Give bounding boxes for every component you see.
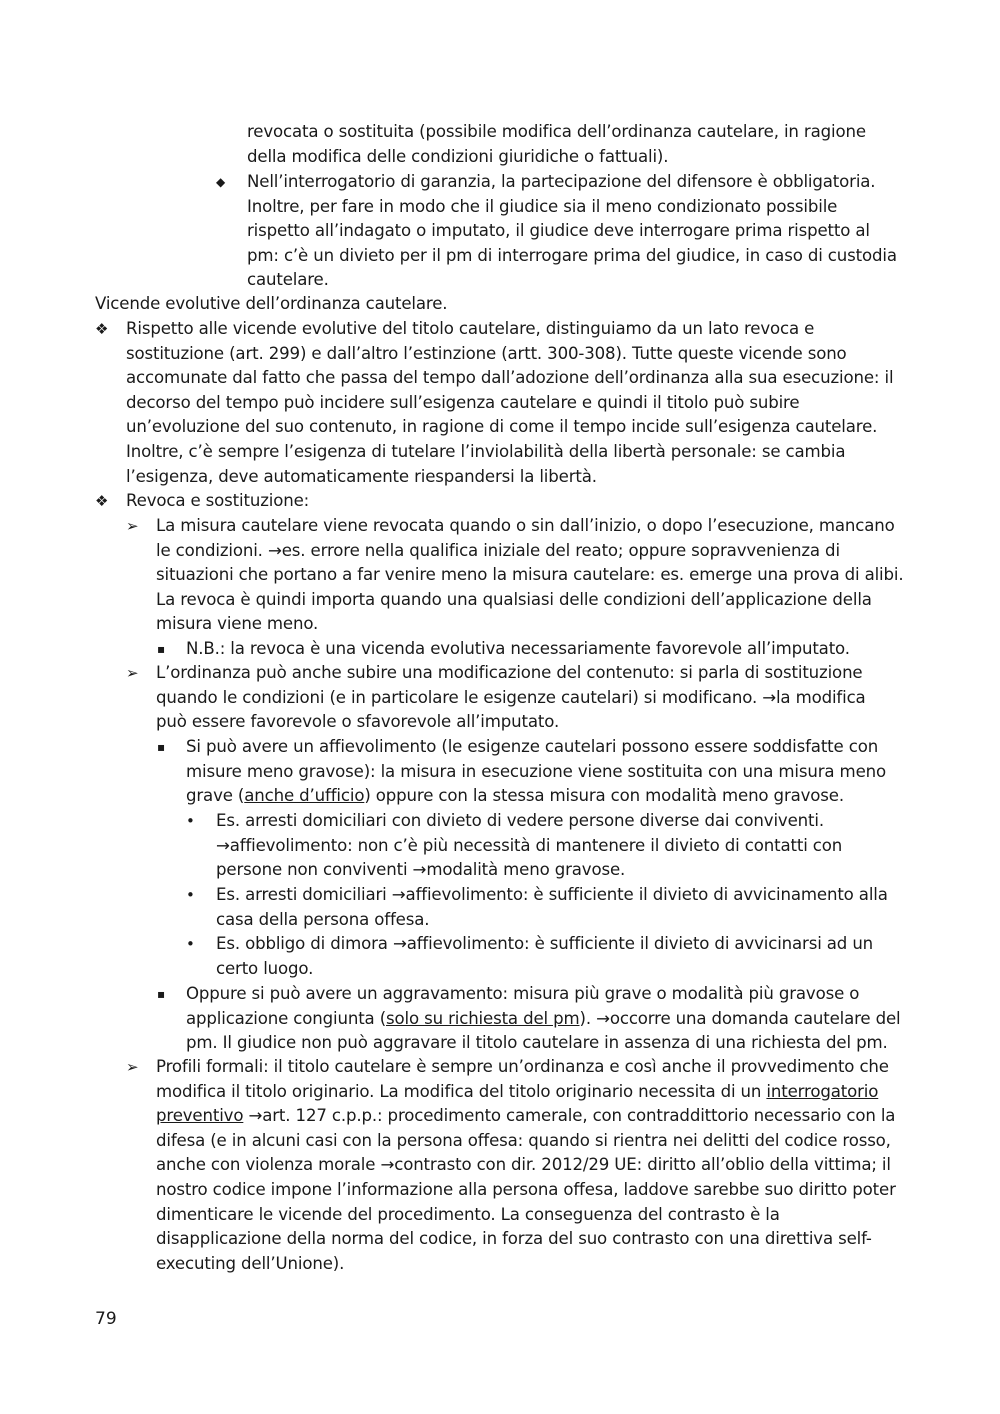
diamond-bullet-icon: ❖ — [95, 320, 109, 338]
text-span: persone non conviventi — [216, 860, 413, 880]
text-span: applicazione congiunta ( — [186, 1008, 387, 1028]
example-2 — [216, 883, 888, 932]
paragraph-line — [156, 1153, 896, 1178]
dot-bullet-icon: • — [186, 886, 195, 904]
text-span: Es. arresti domiciliari — [216, 885, 392, 904]
square-bullet-icon: ▪ — [157, 987, 166, 1001]
text-span: grave ( — [186, 786, 245, 806]
text-span: art. 127 c.p.p.: procedimento camerale, con contraddittorio necessario con la — [262, 1106, 896, 1126]
revoca-heading: Revoca e sostituzione: — [126, 491, 310, 510]
paragraph-line: sostituzione (art. 299) e dall’altro l’estinzione (artt. 300-308). Tutte queste vicende sono — [126, 343, 847, 363]
text-span: ). — [579, 1008, 597, 1028]
paragraph-line: Rispetto alle vicende evolutive del titolo cautelare, distinguiamo da un lato revoca e — [126, 319, 815, 338]
arrow-icon: → — [596, 1008, 610, 1028]
paragraph-line: casa della persona offesa. — [216, 909, 430, 929]
paragraph-line: può essere favorevole o sfavorevole all’imputato. — [156, 712, 560, 732]
paragraph-line — [156, 1080, 896, 1105]
paragraph-line — [216, 834, 842, 859]
paragraph-line: certo luogo. — [216, 958, 314, 978]
text-span: affievolimento: non c’è più necessità di mantenere il divieto di contatti con — [229, 835, 843, 855]
paragraph-line — [216, 932, 873, 957]
arrow-icon: → — [380, 1155, 395, 1175]
revoca-paragraph — [156, 514, 903, 637]
arrow-icon: → — [412, 860, 427, 880]
underlined-text: preventivo — [156, 1106, 244, 1126]
arrow-icon: → — [267, 540, 282, 560]
paragraph-line — [186, 1007, 901, 1032]
paragraph-line: La misura cautelare viene revocata quando o sin dall’inizio, o dopo l’esecuzione, mancano — [156, 516, 895, 535]
interrogatorio-paragraph — [247, 170, 897, 293]
paragraph-line: misure meno gravose): la misura in esecuzione viene sostituita con una misura meno — [186, 761, 886, 781]
paragraph-line: Es. arresti domiciliari con divieto di vedere persone diverse dai conviventi. — [216, 811, 824, 830]
paragraph-line: pm: c’è un divieto per il pm di interrogare prima del giudice, in caso di custodia — [247, 245, 897, 265]
arrow-icon: → — [248, 1106, 263, 1126]
page-number: 79 — [95, 1309, 117, 1329]
text-span: quando le condizioni (e in particolare le esigenze cautelari) si modificano. — [156, 687, 763, 707]
arrow-icon: → — [216, 835, 230, 855]
underlined-text: interrogatorio — [766, 1081, 879, 1101]
text-span: anche con violenza morale — [156, 1155, 381, 1175]
paragraph-line: dimenticare le vicende del procedimento. La conseguenza del contrasto è la — [156, 1204, 780, 1224]
text-span: modalità meno gravose. — [426, 860, 626, 880]
paragraph-line: accomunate dal fatto che passa del tempo dall’adozione dell’ordinanza alla sua esecuzione: il — [126, 368, 894, 388]
continuation-line: revocata o sostituita (possibile modifica dell’ordinanza cautelare, in ragione — [247, 122, 866, 141]
paragraph-line: un’evoluzione del suo contenuto, in ragione di come il tempo incide sull’esigenza cautelare. — [126, 417, 878, 437]
text-span: ) oppure con la stessa misura con modalità meno gravose. — [364, 786, 844, 806]
paragraph-line — [216, 858, 842, 883]
arrow-icon: → — [762, 687, 776, 707]
paragraph-line — [186, 784, 886, 809]
text-span: la modifica — [775, 687, 866, 707]
paragraph-line: Oppure si può avere un aggravamento: misura più grave o modalità più gravose o — [186, 984, 860, 1003]
text-span: modifica il titolo originario. La modifica del titolo originario necessita di un — [156, 1081, 767, 1101]
dot-bullet-icon: • — [186, 812, 195, 830]
arrow-bullet-icon: ➢ — [126, 517, 139, 535]
paragraph-line: executing dell’Unione). — [156, 1253, 345, 1273]
diamond-small-bullet-icon: ◆ — [216, 175, 226, 189]
profili-paragraph — [156, 1055, 896, 1276]
diamond-bullet-icon: ❖ — [95, 492, 109, 510]
paragraph-line: Profili formali: il titolo cautelare è sempre un’ordinanza e così anche il provvedimento che — [156, 1057, 889, 1076]
square-bullet-icon: ▪ — [157, 740, 166, 754]
affievolimento-paragraph — [186, 735, 886, 809]
arrow-bullet-icon: ➢ — [126, 664, 139, 682]
text-span: le condizioni. — [156, 540, 268, 560]
paragraph-line: Inoltre, per fare in modo che il giudice sia il meno condizionato possibile — [247, 196, 838, 216]
paragraph-line — [156, 686, 866, 711]
text-span: contrasto con dir. 2012/29 UE: diritto all’oblio della vittima; il — [394, 1155, 891, 1175]
aggravamento-paragraph — [186, 982, 901, 1056]
text-span: Es. obbligo di dimora — [216, 934, 393, 953]
square-bullet-icon: ▪ — [157, 642, 166, 656]
paragraph-line: misura viene meno. — [156, 614, 319, 634]
nb-note: N.B.: la revoca è una vicenda evolutiva necessariamente favorevole all’imputato. — [186, 639, 850, 658]
sostituzione-paragraph — [156, 661, 866, 735]
paragraph-line — [156, 1104, 896, 1129]
paragraph-line: nostro codice impone l’informazione alla persona offesa, laddove sarebbe suo diritto poter — [156, 1179, 896, 1199]
dot-bullet-icon: • — [186, 935, 195, 953]
paragraph-line: situazioni che portano a far venire meno la misura cautelare: es. emerge una prova di alibi. — [156, 565, 904, 585]
text-span: affievolimento: è sufficiente il divieto di avvicinamento alla — [405, 885, 888, 904]
intro-paragraph — [126, 317, 893, 489]
paragraph-line — [156, 539, 903, 564]
paragraph-line: Nell’interrogatorio di garanzia, la partecipazione del difensore è obbligatoria. — [247, 172, 876, 191]
continuation-line: della modifica delle condizioni giuridiche o fattuali). — [247, 147, 669, 166]
text-span: affievolimento: è sufficiente il divieto di avvicinarsi ad un — [406, 934, 874, 953]
example-1 — [216, 809, 842, 883]
paragraph-line: rispetto all’indagato o imputato, il giudice deve interrogare prima rispetto al — [247, 221, 870, 241]
underlined-text: anche d’ufficio — [244, 786, 365, 806]
paragraph-line: L’ordinanza può anche subire una modificazione del contenuto: si parla di sostituzione — [156, 663, 863, 682]
paragraph-line: Si può avere un affievolimento (le esigenze cautelari possono essere soddisfatte con — [186, 737, 879, 756]
text-span: es. errore nella qualifica iniziale del reato; oppure sopravvenienza di — [281, 540, 840, 560]
paragraph-line — [216, 883, 888, 908]
paragraph-line: La revoca è quindi importa quando una qualsiasi delle condizioni dell’applicazione della — [156, 589, 872, 609]
paragraph-line: Inoltre, c’è sempre l’esigenza di tutelare l’inviolabilità della libertà personale: se cambia — [126, 441, 846, 461]
paragraph-line: decorso del tempo può incidere sull’esigenza cautelare e quindi il titolo può subire — [126, 392, 800, 412]
text-span: occorre una domanda cautelare del — [609, 1008, 901, 1028]
arrow-bullet-icon: ➢ — [126, 1058, 139, 1076]
paragraph-line: disapplicazione della norma del codice, in forza del suo contrasto con una direttiva self- — [156, 1229, 872, 1249]
section-heading: Vicende evolutive dell’ordinanza cautelare. — [95, 294, 448, 313]
underlined-text: solo su richiesta del pm — [386, 1008, 580, 1028]
arrow-icon: → — [392, 934, 407, 953]
example-3 — [216, 932, 873, 981]
paragraph-line: difesa (e in alcuni casi con la persona offesa: quando si rientra nei delitti del codice rosso, — [156, 1130, 891, 1150]
paragraph-line: cautelare. — [247, 270, 329, 290]
paragraph-line: pm. Il giudice non può aggravare il titolo cautelare in assenza di una richiesta del pm. — [186, 1033, 888, 1053]
arrow-icon: → — [391, 885, 406, 904]
paragraph-line: l’esigenza, deve automaticamente riespandersi la libertà. — [126, 466, 597, 486]
